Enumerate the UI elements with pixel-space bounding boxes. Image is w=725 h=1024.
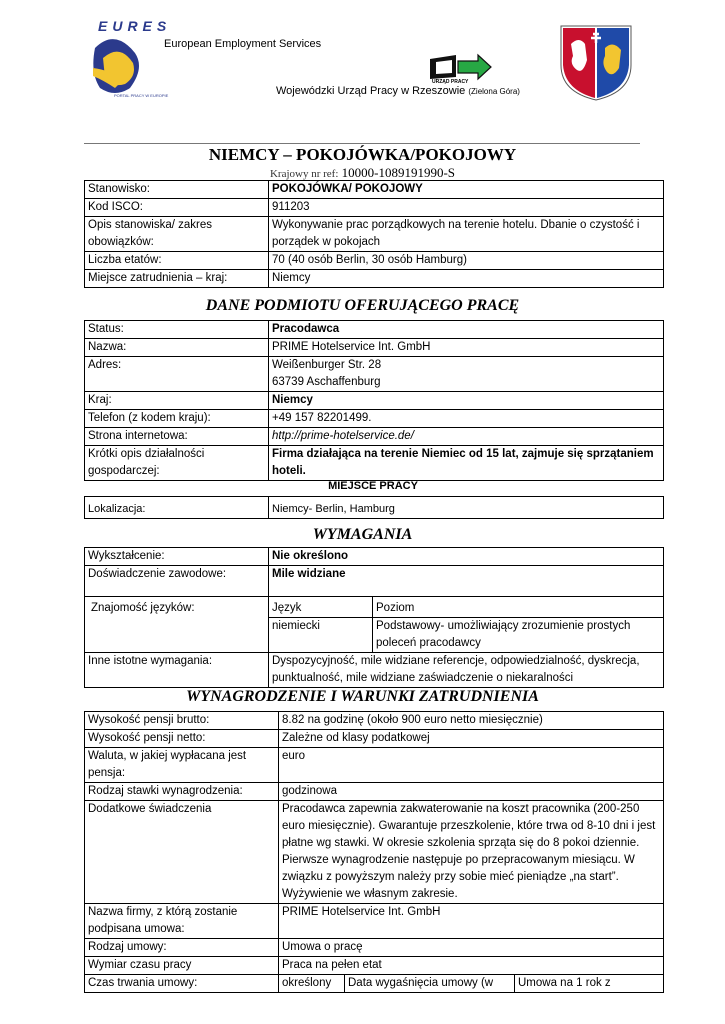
net-salary-value: Zależne od klasy podatkowej	[279, 730, 664, 748]
table-row	[85, 321, 664, 339]
business-desc-label: Krótki opis działalności gospodarczej:	[85, 446, 269, 481]
benefits-value: Pracodawca zapewnia zakwaterowanie na koszt pracownika (200-250 euro miesięcznie). Gwarantuje przeszkolenie, które trwa od 8-10 dni i jest płatne wg stawki. W okresie szkolenia sprząta się do 8 pokoi dziennie. Pierwsze wynagrodzenie następuje po przepracowanym miesiącu. W związku z powyższym należy przy sobie mieć pieniądze „na start”. Wyżywienie we własnym zakresie.	[279, 801, 664, 904]
address-line-2: 63739 Aschaffenburg	[272, 376, 381, 388]
page-title: NIEMCY – POKOJÓWKA/POKOJOWY	[208, 145, 517, 164]
country-value: Niemcy	[269, 270, 664, 288]
table-row	[85, 392, 664, 410]
table-row	[85, 653, 664, 688]
table-row	[85, 939, 664, 957]
term-value: Umowa na 1 rok z	[515, 975, 664, 993]
experience-value: Mile widziane	[269, 566, 664, 597]
isco-value: 911203	[269, 199, 664, 217]
ref-value: 10000-1089191990-S	[341, 165, 456, 180]
vacancies-value: 70 (40 osób Berlin, 30 osób Hamburg)	[269, 252, 664, 270]
language-column-header: Język	[269, 597, 373, 618]
working-time-label: Wymiar czasu pracy	[85, 957, 279, 975]
experience-label: Doświadczenie zawodowe:	[85, 566, 269, 597]
address-line-1: Weißenburger Str. 28	[272, 359, 382, 371]
table-row	[85, 597, 664, 618]
working-time-value: Praca na pełen etat	[279, 957, 664, 975]
company-name-value: PRIME Hotelservice Int. GmbH	[269, 339, 664, 357]
contract-company-label: Nazwa firmy, z którą zostanie podpisana umowa:	[85, 904, 279, 939]
phone-value: +49 157 82201499.	[269, 410, 664, 428]
website-label: Strona internetowa:	[85, 428, 269, 446]
table-row	[85, 904, 664, 939]
position-value: POKOJÓWKA/ POKOJOWY	[269, 181, 664, 199]
location-value: Niemcy- Berlin, Hamburg	[269, 497, 664, 519]
table-row	[85, 428, 664, 446]
description-label: Opis stanowiska/ zakres obowiązków:	[85, 217, 269, 252]
coat-of-arms-icon	[555, 20, 637, 102]
status-value: Pracodawca	[269, 321, 664, 339]
contract-type-value: Umowa o pracę	[279, 939, 664, 957]
table-row	[85, 199, 664, 217]
employer-country-value: Niemcy	[269, 392, 664, 410]
net-salary-label: Wysokość pensji netto:	[85, 730, 279, 748]
status-label: Status:	[85, 321, 269, 339]
table-row	[85, 548, 664, 566]
employer-table	[84, 320, 664, 481]
table-row	[85, 339, 664, 357]
employer-heading: DANE PODMIOTU OFERUJĄCEGO PRACĘ	[205, 297, 520, 314]
currency-label: Waluta, w jakiej wypłacana jest pensja:	[85, 748, 279, 783]
table-row	[85, 566, 664, 597]
table-row	[85, 783, 664, 801]
address-value	[269, 357, 664, 392]
table-row	[85, 712, 664, 730]
duration-value: określony	[279, 975, 345, 993]
other-requirements-label: Inne istotne wymagania:	[85, 653, 269, 688]
office-name: Wojewódzki Urząd Pracy w Rzeszowie	[276, 85, 466, 97]
table-row	[85, 957, 664, 975]
gross-salary-value: 8.82 na godzinę (około 900 euro netto miesięcznie)	[279, 712, 664, 730]
country-label: Miejsce zatrudnienia – kraj:	[85, 270, 269, 288]
table-row	[85, 748, 664, 783]
currency-value: euro	[279, 748, 664, 783]
table-row	[85, 730, 664, 748]
level-value: Podstawowy- umożliwiający zrozumienie prostych poleceń pracodawcy	[373, 618, 664, 653]
company-name-label: Nazwa:	[85, 339, 269, 357]
website-link[interactable]: http://prime-hotelservice.de/	[269, 428, 664, 446]
org-line: European Employment Services	[164, 38, 322, 50]
table-row	[85, 801, 664, 904]
header-divider	[84, 143, 640, 144]
education-value: Nie określono	[269, 548, 664, 566]
position-table	[84, 180, 664, 288]
requirements-heading: WYMAGANIA	[312, 526, 413, 543]
ref-label: Krajowy nr ref:	[269, 168, 339, 180]
contract-type-label: Rodzaj umowy:	[85, 939, 279, 957]
rate-type-value: godzinowa	[279, 783, 664, 801]
table-row	[85, 446, 664, 481]
benefits-label: Dodatkowe świadczenia	[85, 801, 279, 904]
rate-type-label: Rodzaj stawki wynagrodzenia:	[85, 783, 279, 801]
other-requirements-value: Dyspozycyjność, mile widziane referencje, odpowiedzialność, dyskrecja, punktualność, mile widziane zaświadczenie o niekaralności	[269, 653, 664, 688]
eures-logo-text: EURES	[98, 18, 172, 34]
eures-logo-tagline: PORTAL PRACY W EUROPIE	[114, 93, 169, 98]
vacancies-label: Liczba etatów:	[85, 252, 269, 270]
workplace-heading: MIEJSCE PRACY	[328, 480, 418, 492]
gross-salary-label: Wysokość pensji brutto:	[85, 712, 279, 730]
table-row	[85, 497, 664, 519]
table-row	[85, 975, 664, 993]
isco-label: Kod ISCO:	[85, 199, 269, 217]
table-row	[85, 181, 664, 199]
contract-company-value: PRIME Hotelservice Int. GmbH	[279, 904, 664, 939]
description-value: Wykonywanie prac porządkowych na terenie hotelu. Dbanie o czystość i porządek w pokojach	[269, 217, 664, 252]
reference-number	[0, 165, 725, 181]
employer-country-label: Kraj:	[85, 392, 269, 410]
urzad-pracy-logo-text: URZĄD PRACY	[432, 79, 469, 85]
duration-label: Czas trwania umowy:	[85, 975, 279, 993]
workplace-table	[84, 496, 664, 519]
office-line	[276, 85, 520, 97]
education-label: Wykształcenie:	[85, 548, 269, 566]
requirements-table	[84, 547, 664, 688]
office-note: (Zielona Góra)	[468, 87, 520, 96]
business-desc-value: Firma działająca na terenie Niemiec od 15 lat, zajmuje się sprzątaniem hoteli.	[269, 446, 664, 481]
table-row	[85, 217, 664, 252]
position-label: Stanowisko:	[85, 181, 269, 199]
level-column-header: Poziom	[373, 597, 664, 618]
location-label: Lokalizacja:	[85, 497, 269, 519]
table-row	[85, 270, 664, 288]
languages-label: Znajomość języków:	[85, 597, 269, 653]
table-row	[85, 357, 664, 392]
language-value: niemiecki	[269, 618, 373, 653]
table-row	[85, 252, 664, 270]
phone-label: Telefon (z kodem kraju):	[85, 410, 269, 428]
salary-table	[84, 711, 664, 993]
table-row	[85, 410, 664, 428]
salary-heading: WYNAGRODZENIE I WARUNKI ZATRUDNIENIA	[186, 688, 539, 705]
address-label: Adres:	[85, 357, 269, 392]
expiry-value: Data wygaśnięcia umowy (w	[345, 975, 515, 993]
